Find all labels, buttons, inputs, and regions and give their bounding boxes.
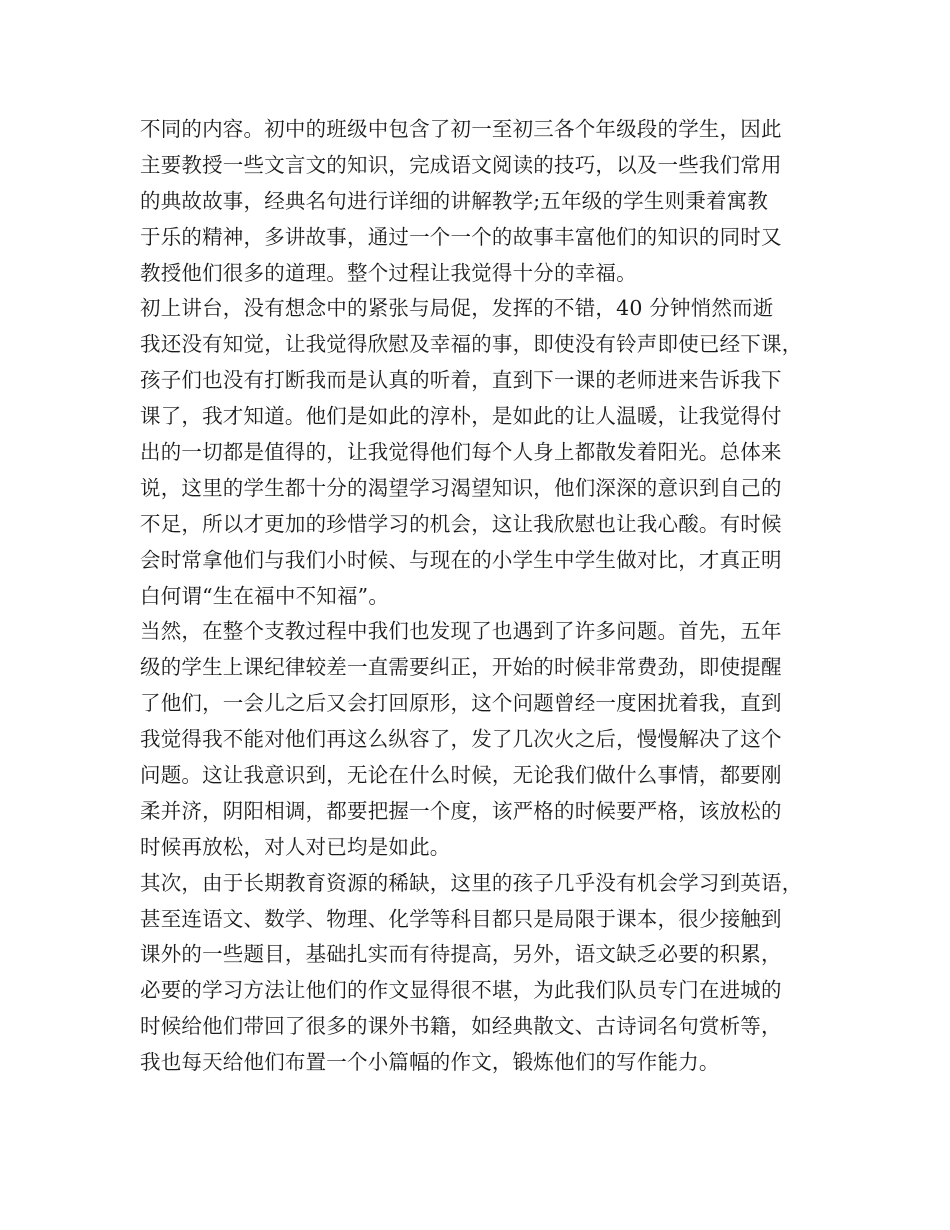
text-line: 级的学生上课纪律较差一直需要纠正，开始的时候非常费劲，即使提醒 — [140, 655, 782, 680]
text-line: 时候再放松，对人对已均是如此。 — [140, 834, 451, 859]
text-line: 主要教授一些文言文的知识，完成语文阅读的技巧，以及一些我们常用 — [140, 152, 782, 177]
text-line: 时候给他们带回了很多的课外书籍，如经典散文、古诗词名句赏析等， — [140, 1014, 782, 1039]
text-line: 我觉得我不能对他们再这么纵容了，发了几次火之后，慢慢解决了这个 — [140, 727, 782, 752]
text-line: 的典故故事，经典名句进行详细的讲解教学;五年级的学生则秉着寓教 — [140, 188, 769, 213]
text-line: 甚至连语文、数学、物理、化学等科目都只是局限于课本，很少接触到 — [140, 906, 782, 931]
text-line: 问题。这让我意识到，无论在什么时候，无论我们做什么事情，都要刚 — [140, 763, 782, 788]
text-line: 柔并济，阴阳相调，都要把握一个度，该严格的时候要严格，该放松的 — [140, 798, 782, 823]
text-line: 必要的学习方法让他们的作文显得很不堪，为此我们队员专门在进城的 — [140, 978, 782, 1003]
text-line: 孩子们也没有打断我而是认真的听着，直到下一课的老师进来告诉我下 — [140, 368, 782, 393]
text-line: 我也每天给他们布置一个小篇幅的作文，锻炼他们的写作能力。 — [140, 1050, 720, 1075]
text-line: 课外的一些题目，基础扎实而有待提高，另外，语文缺乏必要的积累， — [140, 942, 782, 967]
text-line: 白何谓“生在福中不知福”。 — [140, 583, 390, 608]
text-line: 其次，由于长期教育资源的稀缺，这里的孩子几乎没有机会学习到英语， — [140, 870, 803, 895]
text-line: 教授他们很多的道理。整个过程让我觉得十分的幸福。 — [140, 260, 637, 285]
text-line: 不同的内容。初中的班级中包含了初一至初三各个年级段的学生，因此 — [140, 117, 782, 141]
text-line: 不足，所以才更加的珍惜学习的机会，这让我欣慰也让我心酸。有时候 — [140, 511, 782, 536]
text-line: 了他们，一会儿之后又会打回原形，这个问题曾经一度困扰着我，直到 — [140, 691, 782, 716]
text-line: 当然，在整个支教过程中我们也发现了也遇到了许多问题。首先，五年 — [140, 619, 782, 644]
text-line: 初上讲台，没有想念中的紧张与局促，发挥的不错，40 分钟悄然而逝 — [140, 296, 774, 321]
text-line: 于乐的精神，多讲故事，通过一个一个的故事丰富他们的知识的同时又 — [140, 224, 782, 249]
text-line: 课了，我才知道。他们是如此的淳朴，是如此的让人温暖，让我觉得付 — [140, 404, 782, 429]
text-line: 会时常拿他们与我们小时候、与现在的小学生中学生做对比，才真正明 — [140, 547, 782, 572]
text-line: 我还没有知觉，让我觉得欣慰及幸福的事，即使没有铃声即使已经下课， — [140, 332, 803, 357]
text-line: 出的一切都是值得的，让我觉得他们每个人身上都散发着阳光。总体来 — [140, 440, 782, 465]
body-text — [140, 112, 840, 1081]
text-line: 说，这里的学生都十分的渴望学习渴望知识，他们深深的意识到自己的 — [140, 475, 782, 500]
